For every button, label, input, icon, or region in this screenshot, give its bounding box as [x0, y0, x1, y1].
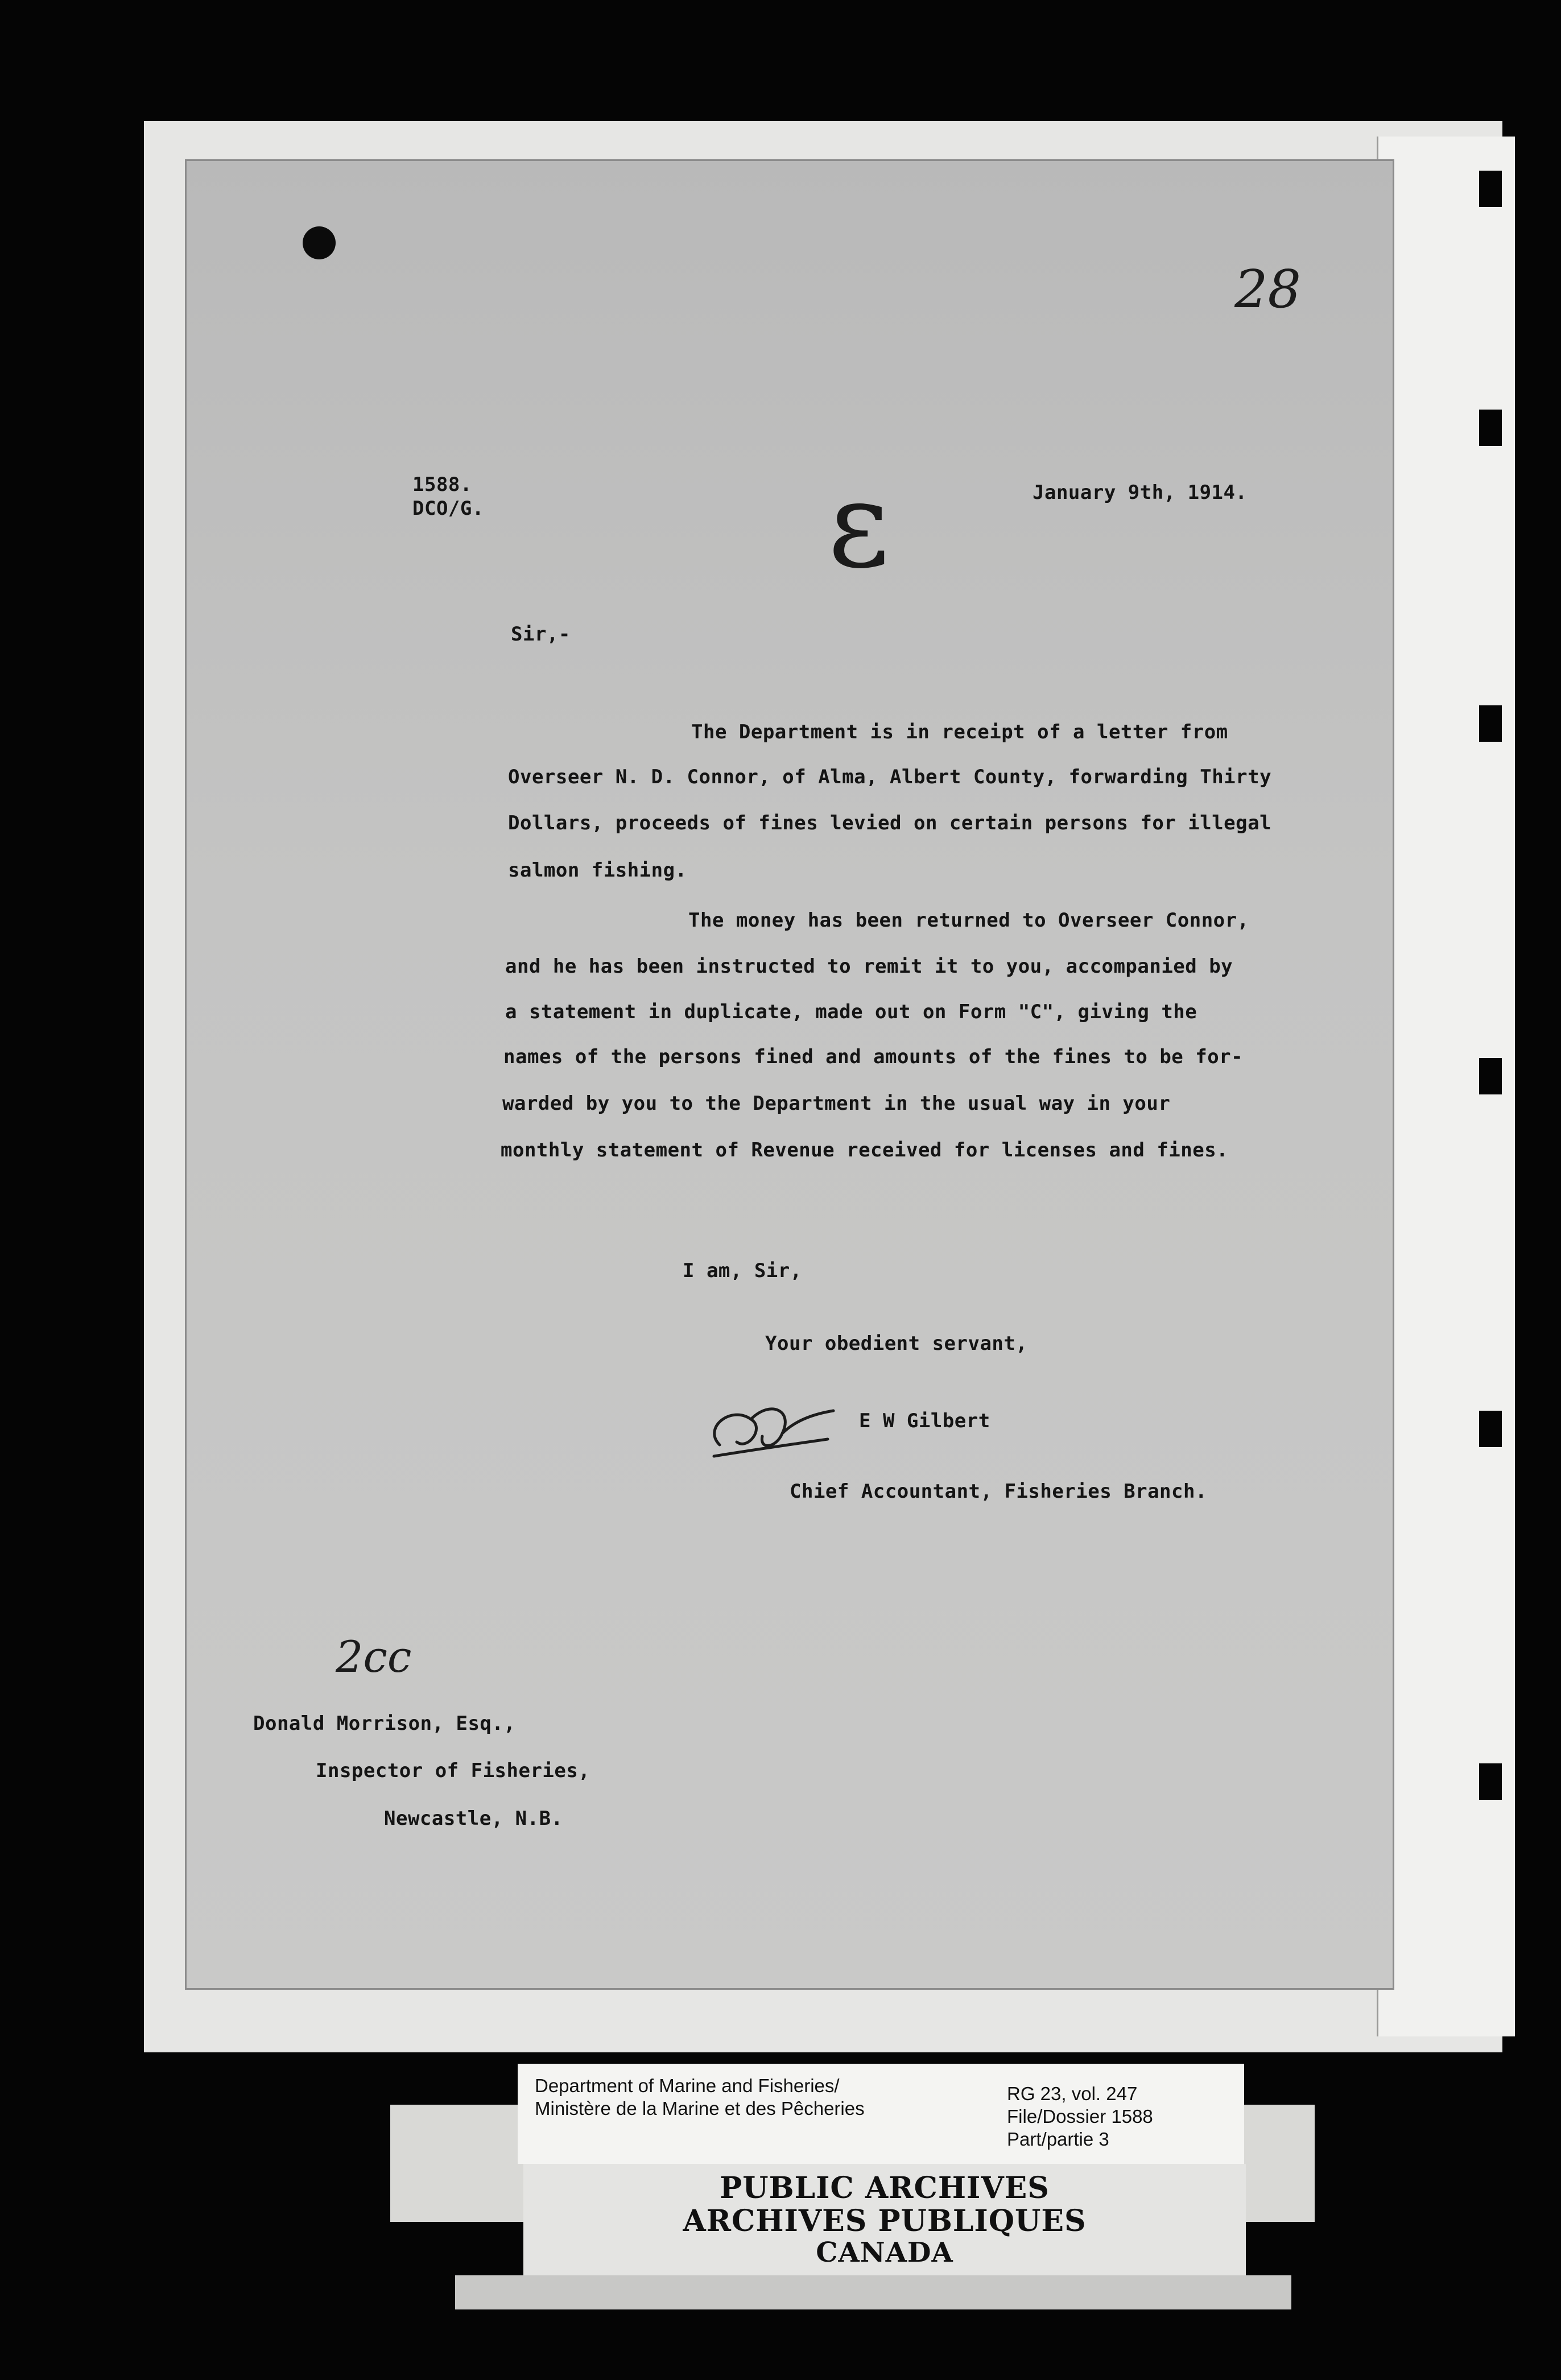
- body-line: and he has been instructed to remit it to you, accompanied by: [505, 955, 1233, 978]
- body-line: The Department is in receipt of a letter from: [691, 721, 1228, 743]
- margin-mark: ε: [828, 455, 890, 594]
- body-line: monthly statement of Revenue received for licenses and fines.: [501, 1139, 1229, 1162]
- punch-hole: [303, 226, 336, 259]
- signer-title: Chief Accountant, Fisheries Branch.: [790, 1480, 1207, 1503]
- letter-date: January 9th, 1914.: [1033, 481, 1248, 504]
- closing-line: Your obedient servant,: [765, 1332, 1028, 1355]
- body-line: names of the persons fined and amounts of the fines to be for-: [503, 1046, 1244, 1068]
- body-line: a statement in duplicate, made out on Form "C", giving the: [505, 1001, 1197, 1023]
- archive-dept-fr: Ministère de la Marine et des Pêcheries: [535, 2098, 865, 2119]
- body-line: warded by you to the Department in the usual way in your: [502, 1092, 1171, 1115]
- stamp-line: CANADA: [816, 2237, 953, 2269]
- body-line: Dollars, proceeds of fines levied on certain persons for illegal: [508, 812, 1272, 834]
- closing-line: I am, Sir,: [683, 1259, 802, 1282]
- stamp-line: ARCHIVES PUBLIQUES: [683, 2204, 1087, 2238]
- body-line: The money has been returned to Overseer Connor,: [688, 909, 1249, 932]
- binding-notch: [1479, 410, 1502, 446]
- binding-notch: [1479, 1058, 1502, 1094]
- page-number: 28: [1234, 259, 1302, 320]
- archive-stamp: [523, 2164, 1246, 2275]
- film-edge: [455, 2275, 1291, 2309]
- handwritten-signature: [697, 1388, 845, 1468]
- addressee-location: Newcastle, N.B.: [384, 1807, 563, 1830]
- copy-mark: 2cc: [336, 1631, 412, 1682]
- archive-part: Part/partie 3: [1007, 2129, 1109, 2150]
- body-line: Overseer N. D. Connor, of Alma, Albert County, forwarding Thirty: [508, 766, 1272, 788]
- file-ref-code: DCO/G.: [412, 497, 484, 520]
- addressee-name: Donald Morrison, Esq.,: [253, 1712, 516, 1735]
- archive-label: [518, 2064, 1244, 2164]
- archive-dept-en: Department of Marine and Fisheries/: [535, 2075, 840, 2096]
- archive-file: File/Dossier 1588: [1007, 2106, 1153, 2127]
- binding-notch: [1479, 171, 1502, 207]
- addressee-position: Inspector of Fisheries,: [316, 1759, 590, 1782]
- binding-notch: [1479, 705, 1502, 742]
- signer-name: E W Gilbert: [859, 1410, 990, 1432]
- body-line: salmon fishing.: [508, 859, 687, 882]
- stamp-line: PUBLIC ARCHIVES: [720, 2171, 1050, 2205]
- binding-notch: [1479, 1411, 1502, 1447]
- file-ref-number: 1588.: [412, 473, 472, 496]
- salutation: Sir,-: [511, 623, 571, 646]
- archive-rg: RG 23, vol. 247: [1007, 2083, 1138, 2104]
- binding-notch: [1479, 1763, 1502, 1800]
